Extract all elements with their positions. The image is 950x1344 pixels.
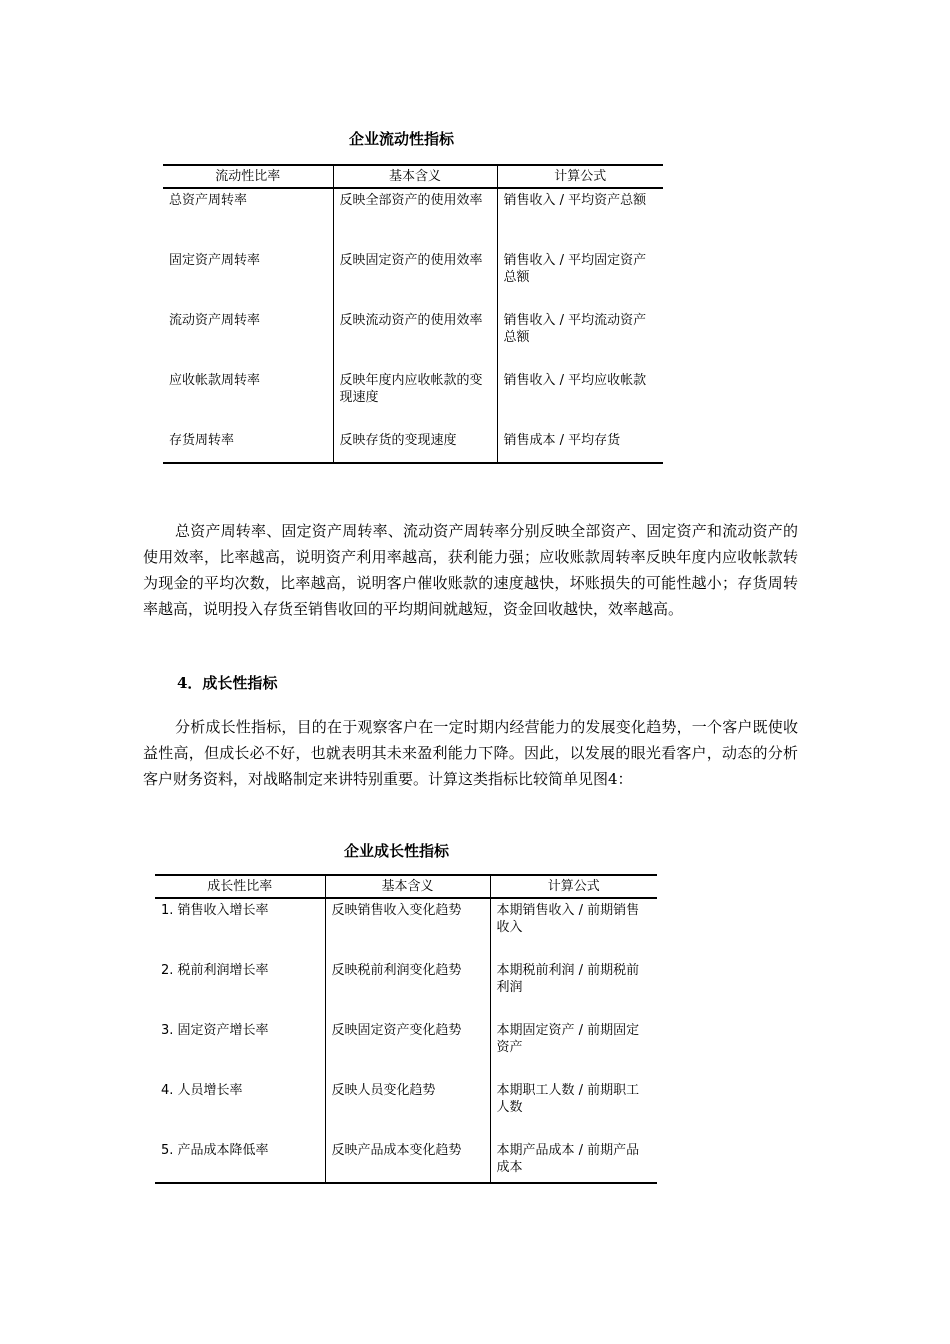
formula-cell: 销售收入 / 平均应收帐款 [497,369,663,429]
table1-title: 企业流动性指标 [349,130,455,148]
column-header: 基本含义 [333,165,497,188]
column-header: 流动性比率 [163,165,333,188]
table-row [155,898,657,959]
table-row [163,249,663,309]
ratio-name-cell: 固定资产周转率 [169,253,261,268]
ratio-name-cell: 2. 税前利润增长率 [161,963,269,978]
ratio-name-cell: 1. 销售收入增长率 [161,903,269,918]
formula-cell: 销售收入 / 平均固定资产总额 [497,249,663,309]
meaning-cell: 反映税前利润变化趋势 [325,959,490,1019]
formula-cell: 本期税前利润 / 前期税前利润 [490,959,657,1019]
meaning-cell: 反映年度内应收帐款的变现速度 [333,369,497,429]
meaning-cell: 反映人员变化趋势 [325,1079,490,1139]
table-header-row [155,875,657,898]
meaning-cell: 反映固定资产变化趋势 [325,1019,490,1079]
paragraph-growth-intro: 分析成长性指标，目的在于观察客户在一定时期内经营能力的发展变化趋势，一个客户既使收益性高，但成长必不好，也就表明其未来盈利能力下降。因此，以发展的眼光看客户，动态的分析客户财务资料，对战略制定来讲特别重要。计算这类指标比较简单见图4： [143,718,798,788]
formula-cell: 本期固定资产 / 前期固定资产 [490,1019,657,1079]
table-row [155,1139,657,1183]
formula-cell: 本期产品成本 / 前期产品成本 [490,1139,657,1183]
table-row [155,959,657,1019]
meaning-cell: 反映存货的变现速度 [333,429,497,463]
column-header: 成长性比率 [155,875,325,898]
meaning-cell: 反映流动资产的使用效率 [333,309,497,369]
ratio-name-cell: 3. 固定资产增长率 [161,1023,269,1038]
ratio-name-cell: 4. 人员增长率 [161,1083,243,1098]
section-heading-growth: 4．成长性指标 [177,674,278,692]
meaning-cell: 反映固定资产的使用效率 [333,249,497,309]
meaning-cell: 反映全部资产的使用效率 [333,188,497,249]
ratio-name-cell: 存货周转率 [163,429,333,463]
growth-indicators-table [155,874,657,1184]
formula-cell: 本期职工人数 / 前期职工人数 [490,1079,657,1139]
column-header: 计算公式 [497,165,663,188]
column-header: 基本含义 [325,875,490,898]
formula-cell: 销售成本 / 平均存货 [497,429,663,463]
ratio-name-cell: 应收帐款周转率 [169,373,261,388]
formula-cell: 销售收入 / 平均资产总额 [497,188,663,249]
table-row [163,429,663,463]
ratio-name-cell: 流动资产周转率 [169,313,261,328]
ratio-name-cell: 5. 产品成本降低率 [155,1139,325,1183]
table-row [163,309,663,369]
table-header-row [163,165,663,188]
table2-title: 企业成长性指标 [344,842,450,860]
meaning-cell: 反映销售收入变化趋势 [325,898,490,959]
table-row [163,369,663,429]
column-header: 计算公式 [490,875,657,898]
meaning-cell: 反映产品成本变化趋势 [325,1139,490,1183]
formula-cell: 本期销售收入 / 前期销售收入 [490,898,657,959]
table-row [155,1019,657,1079]
table-row [163,188,663,249]
formula-cell: 销售收入 / 平均流动资产总额 [497,309,663,369]
ratio-name-cell: 总资产周转率 [169,193,248,208]
table-row [155,1079,657,1139]
paragraph-liquidity-explanation: 总资产周转率、固定资产周转率、流动资产周转率分别反映全部资产、固定资产和流动资产的使用效率，比率越高，说明资产利用率越高，获利能力强；应收账款周转率反映年度内应收帐款转为现金的平均次数，比率越高，说明客户催收账款的速度越快，坏账损失的可能性越小；存货周转率越高，说明投入存货至销售收回的平均期间就越短，资金回收越快，效率越高。 [143,522,798,618]
liquidity-indicators-table [163,164,663,464]
